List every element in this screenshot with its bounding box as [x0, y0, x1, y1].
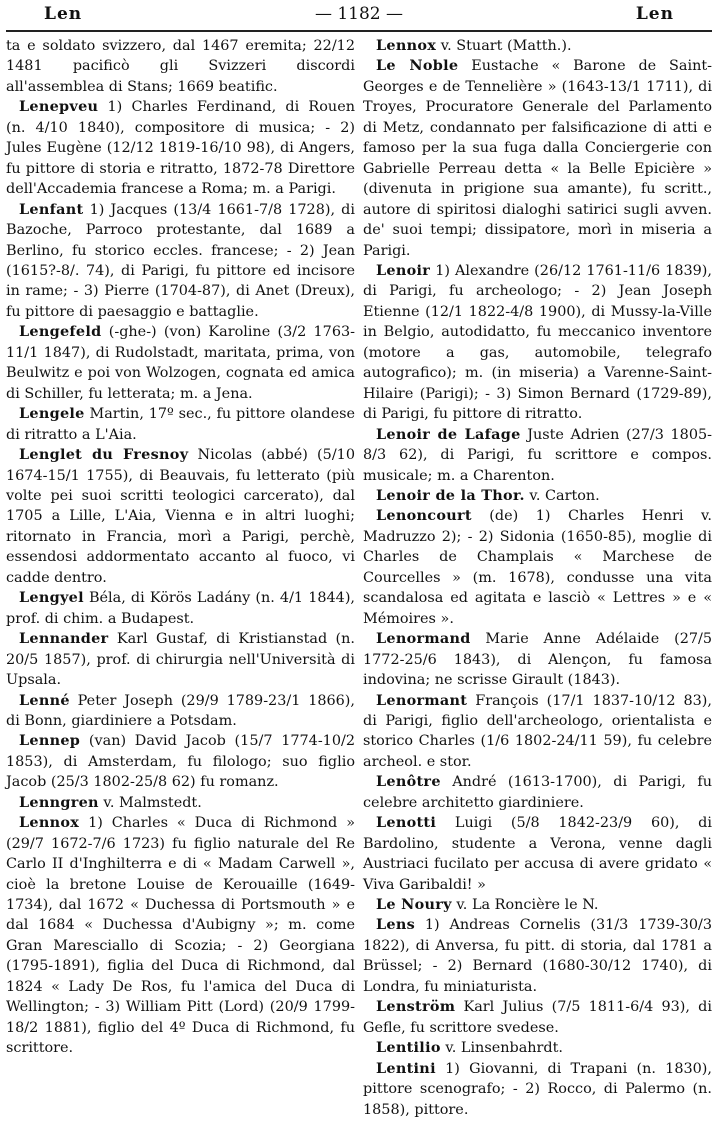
dictionary-entry [363, 261, 712, 425]
dictionary-entry [363, 1038, 712, 1058]
dictionary-entry [363, 506, 712, 629]
entry-text: Luigi (5/8 1842-23/9 60), di Bardolino, studente a Verona, venne dagli Austriaci fucilato per accusa di avere gridato « Viva Garibaldi! » [363, 815, 712, 893]
entry-text: v. Malmstedt. [103, 794, 202, 811]
entry-text: Karl Gustaf, di Kristianstad (n. 20/5 1857), prof. di chirurgia nell'Università di Upsala. [6, 631, 356, 689]
left-column [6, 36, 355, 1133]
entry-text: v. Carton. [529, 487, 600, 504]
entry-text: 1) Andreas Cornelis (31/3 1739-30/3 1822), di Anversa, fu pitt. di storia, dal 1781 a Brüssel; - 2) Bernard (1680-30/12 1740), di Londra, fu miniaturista. [363, 917, 712, 995]
dictionary-entry [363, 1059, 712, 1120]
dictionary-entry [6, 731, 355, 792]
entry-headword: Lenngren [18, 793, 99, 811]
dictionary-entry [6, 445, 355, 588]
dictionary-entry [6, 793, 355, 813]
entry-text: v. La Roncière le N. [456, 897, 599, 914]
entry-text: 1) Alexandre (26/12 1761-11/6 1839), di Parigi, fu archeologo; - 2) Jean Joseph Etienne (12/1 1822-4/8 1900), di Mussy-la-Ville in Belgio, autodidatto, fu meccanico inventore (motore a gas, automobile, telegrafo autografico); m. (in miseria) a Varenne-Saint-Hilaire (Parigi); - 3) Simon Bernard (1729-89), di Parigi, fu pittore di ritratto. [363, 262, 712, 423]
entry-headword: Lennander [18, 630, 109, 648]
entry-headword: Lens [375, 916, 415, 934]
entry-text: Béla, di Körös Ladány (n. 4/1 1844), prof. di chim. a Budapest. [6, 590, 356, 627]
dictionary-entry [363, 895, 712, 915]
entry-headword: Lenepveu [18, 98, 99, 116]
entry-headword: Lennep [18, 732, 81, 750]
dictionary-entry [6, 200, 355, 323]
entry-headword: Lenoir de Lafage [375, 425, 521, 443]
entry-headword: Lentini [375, 1059, 436, 1077]
dictionary-entry [363, 486, 712, 506]
entry-text: 1) Charles Ferdinand, di Rouen (n. 4/10 1840), compositore di musica; - 2) Jules Eugène (12/12 1819-16/10 98), di Angers, fu pittore di storia e ritratto, 1872-78 Direttore dell'Accademia francese a Roma; m. a Parigi. [6, 99, 355, 198]
entry-text: 1) Jacques (13/4 1661-7/8 1728), di Bazoche, Parroco protestante, dal 1689 a Berlino, fu storico eccles. francese; - 2) Jean (1615?-8/. 74), di Parigi, fu pittore ed incisore in rame; - 3) Pierre (1704-87), di Anet (Dreux), fu pittore di paesaggio e battaglie. [6, 201, 355, 320]
entry-text: Marie Anne Adélaide (27/5 1772-25/6 1843), di Alençon, fu famosa indovina; ne scrisse Girault (1843). [363, 631, 713, 689]
dictionary-entry [6, 404, 355, 445]
entry-text: Karl Julius (7/5 1811-6/4 93), di Gefle, fu scrittore svedese. [363, 999, 712, 1036]
page-number: — 1182 — [314, 4, 404, 24]
right-column [363, 36, 712, 1133]
dictionary-entry [363, 36, 712, 56]
dictionary-entry [6, 691, 355, 732]
entry-text: Eustache « Barone de Saint-Georges e de Tennelière » (1643-13/1 1711), di Troyes, Procuratore Generale del Parlamento di Metz, condannato per falsificazione di atti e famoso per la sua fuga dalla Conciergerie con Gabrielle Perreau detta « la Belle Epicière » (divenuta in prigione sua amante), fu scritt., autore di spiritosi dialoghi satirici sugli avven. de' suoi tempi; dissipatore, morì in miseria a Parigi. [363, 58, 712, 259]
entry-text: Martin, 17º sec., fu pittore olandese di ritratto a L'Aia. [6, 406, 355, 443]
dictionary-entry [363, 691, 712, 773]
page-header [6, 4, 712, 28]
entry-text: v. Linsenbahrdt. [445, 1040, 564, 1057]
entry-text: François (17/1 1837-10/12 83), di Parigi, figlio dell'archeologo, orientalista e storico Charles (1/6 1802-24/11 59), fu celebre archeol. e stor. [363, 692, 712, 770]
entry-text: v. Stuart (Matth.). [440, 38, 572, 54]
dictionary-entry [6, 813, 355, 1058]
header-left-word: Len [44, 4, 83, 24]
dictionary-entry [363, 425, 712, 486]
entry-headword: Lentilio [375, 1039, 441, 1057]
dictionary-entry [363, 772, 712, 813]
dictionary-entry [6, 97, 355, 199]
entry-text: 1) Charles « Duca di Richmond » (29/7 1672-7/6 1723) fu figlio naturale del Re Carlo II d'Inghilterra e di « Madam Carwell », cioè la bretone Louise de Kerouaille (1649-1734), dal 1672 « Duchessa di Portsmouth » e dal 1684 « Duchessa d'Aubigny »; m. come Gran Maresciallo di Scozia; - 2) Georgiana (1795-1891), figlia del Duca di Richmond, dal 1824 « Lady De Ros, fu l'amica del Duca di Wellington; - 3) William Pitt (Lord) (20/9 1799-18/2 1881), figlio del 4º Duca di Richmond, fu scrittore. [6, 815, 355, 1057]
entry-headword: Lennox [18, 814, 80, 832]
dictionary-entry [363, 56, 712, 261]
entry-text: Nicolas (abbé) (5/10 1674-15/1 1755), di Beauvais, fu letterato (più volte pei suoi scritti teologici carcerato), dal 1705 a Lille, L'Aia, Vienna e in altri luoghi; ritornato in Francia, morì a Parigi, perchè, essendosi addormentato accanto al fuoco, vi cadde dentro. [6, 447, 355, 586]
entry-text: ta e soldato svizzero, dal 1467 eremita; 22/12 1481 pacificò gli Svizzeri discordi all'assemblea di Stans; 1669 beatific. [6, 38, 355, 95]
entry-headword: Lenôtre [375, 773, 441, 791]
entry-headword: Lennox [375, 37, 437, 54]
entry-text: (-ghe-) (von) Karoline (3/2 1763-11/1 1847), di Rudolstadt, maritata, prima, von Beulwitz e poi von Wolzogen, cognata ed amica di Schiller, fu letterata; m. a Jena. [6, 324, 355, 402]
dictionary-entry [6, 322, 355, 404]
entry-text: Peter Joseph (29/9 1789-23/1 1866), di Bonn, giardiniere a Potsdam. [6, 692, 356, 729]
entry-headword: Le Noble [375, 57, 459, 75]
dictionary-entry [6, 36, 355, 97]
entry-headword: Lengele [18, 405, 85, 423]
entry-headword: Lenoir [375, 261, 431, 279]
header-rule [6, 30, 712, 32]
dictionary-entry [6, 629, 355, 690]
entry-headword: Lenormant [375, 691, 468, 709]
entry-headword: Lenoncourt [375, 507, 472, 525]
entry-headword: Lenoir de la Thor. [375, 486, 525, 504]
dictionary-entry [363, 997, 712, 1038]
entry-headword: Lengefeld [18, 323, 102, 341]
entry-headword: Lenfant [18, 200, 84, 218]
entry-headword: Lenström [375, 998, 456, 1016]
entry-text: (de) 1) Charles Henri v. Madruzzo 2); - 2) Sidonia (1650-85), moglie di Charles de Champlais « Marchese de Courcelles » (m. 1678), condusse una vita scandalosa ed agitata e lasciò « Lettres » e « Mémoires ». [363, 508, 712, 627]
entry-headword: Lenné [18, 691, 70, 709]
dictionary-entry [363, 813, 712, 895]
entry-text: Juste Adrien (27/3 1805-8/3 62), di Parigi, fu scrittore e compos. musicale; m. a Charenton. [363, 426, 712, 484]
entry-headword: Lenotti [375, 814, 437, 832]
entry-headword: Lenormand [375, 630, 471, 648]
dictionary-entry [6, 588, 355, 629]
entry-text: (van) David Jacob (15/7 1774-10/2 1853), di Amsterdam, fu filologo; suo figlio Jacob (25/3 1802-25/8 62) fu romanz. [6, 733, 355, 791]
text-columns [6, 36, 712, 1133]
entry-headword: Lengyel [18, 589, 84, 607]
dictionary-entry [363, 629, 712, 690]
entry-text: 1) Giovanni, di Trapani (n. 1830), pittore scenografo; - 2) Rocco, di Palermo (n. 1858), pittore. [363, 1060, 712, 1118]
dictionary-entry [363, 915, 712, 997]
entry-headword: Lenglet du Fresnoy [18, 446, 189, 464]
header-right-word: Len [635, 4, 674, 24]
entry-text: André (1613-1700), di Parigi, fu celebre architetto giardiniere. [363, 774, 713, 811]
entry-headword: Le Noury [375, 896, 452, 914]
